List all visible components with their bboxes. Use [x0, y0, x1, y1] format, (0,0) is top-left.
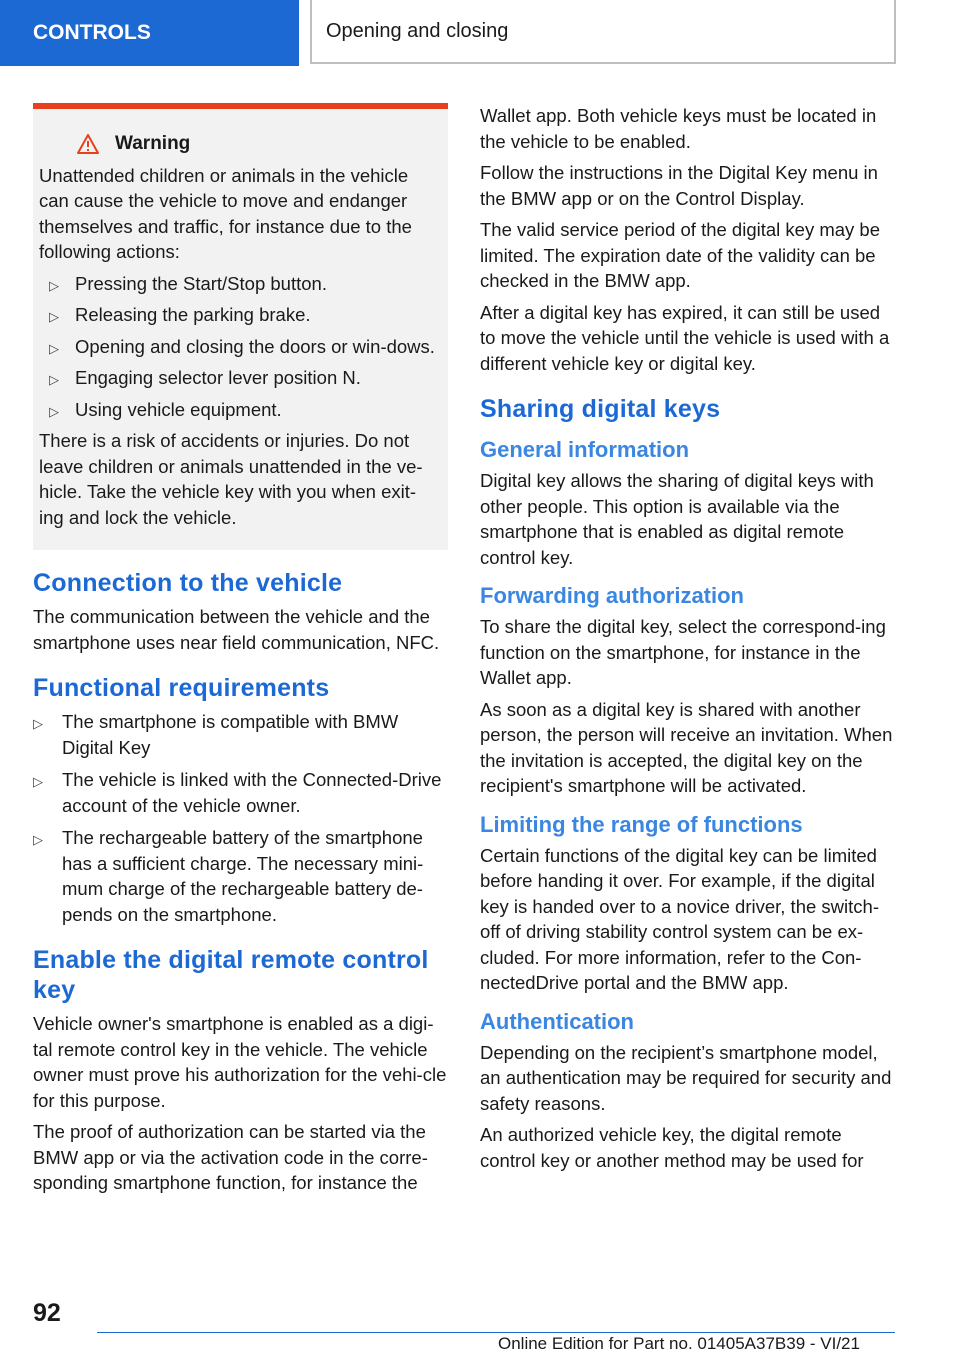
triangle-bullet-icon: ▷	[33, 716, 43, 731]
sharing-heading: Sharing digital keys	[480, 395, 721, 423]
list-item: ▷ Using vehicle equipment.	[39, 397, 440, 423]
right-column	[480, 103, 895, 1179]
page-header	[0, 0, 960, 66]
enable-paragraph: The proof of authorization can be started via the BMW app or via the activation code in the corre-sponding smartphone function, for instance the	[33, 1121, 428, 1193]
warning-title	[39, 131, 440, 157]
limiting-heading: Limiting the range of functions	[480, 811, 803, 837]
page-number: 92	[33, 1299, 61, 1327]
list-item: ▷ Pressing the Start/Stop button.	[39, 271, 440, 297]
general-info-text: Digital key allows the sharing of digital keys with other people. This option is available via the smartphone that is enabled as digital remote control key.	[480, 470, 874, 568]
enable-paragraph: Vehicle owner's smartphone is enabled as a digi-tal remote control key in the vehicle. The vehicle owner must prove his authorization for the vehi-cle for this purpose.	[33, 1013, 447, 1111]
authentication-paragraph: An authorized vehicle key, the digital remote control key or another method may be used for	[480, 1124, 864, 1171]
warning-label: Warning	[115, 133, 191, 154]
list-item: ▷ Opening and closing the doors or win-dows.	[39, 334, 440, 360]
warning-triangle-icon	[77, 134, 99, 154]
triangle-bullet-icon: ▷	[49, 372, 59, 387]
general-info-heading: General information	[480, 437, 690, 462]
warning-box	[33, 103, 448, 550]
chapter-title: Opening and closing	[310, 0, 896, 64]
authentication-heading: Authentication	[480, 1008, 634, 1034]
enable-paragraph: After a digital key has expired, it can still be used to move the vehicle until the vehicle is used with a different vehicle key or digital key.	[480, 301, 890, 374]
triangle-bullet-icon: ▷	[33, 832, 43, 847]
forwarding-paragraph: To share the digital key, select the correspond-ing function on the smartphone, for instance in the Wallet app.	[480, 616, 886, 688]
limiting-text: Certain functions of the digital key can be limited before handing it over. For example, if the digital key is handed over to a novice driver, the switch-off of driving stability control system can be ex-cluded. For more information, refer to the Con-nectedDrive portal and the BMW app.	[480, 844, 879, 993]
forwarding-paragraph: As soon as a digital key is shared with another person, the person will receive an invitation. When the invitation is accepted, the digital key on the recipient's smartphone will be activated.	[480, 698, 893, 796]
footer-divider	[97, 1332, 895, 1333]
warning-list	[39, 271, 440, 423]
left-column	[33, 103, 448, 1202]
triangle-bullet-icon: ▷	[49, 340, 59, 356]
triangle-bullet-icon: ▷	[49, 403, 59, 419]
authentication-paragraph: Depending on the recipient’s smartphone model, an authentication may be required for security and safety reasons.	[480, 1041, 892, 1114]
enable-paragraph: Follow the instructions in the Digital Key menu in the BMW app or on the Control Display.	[480, 162, 878, 209]
warning-intro: Unattended children or animals in the vehicle can cause the vehicle to move and endanger themselves and traffic, for instance due to the following actions:	[39, 164, 412, 262]
enable-heading: Enable the digital remote control key	[33, 946, 429, 1004]
list-item: ▷ Releasing the parking brake.	[39, 302, 440, 328]
enable-paragraph: Wallet app. Both vehicle keys must be located in the vehicle to be enabled.	[480, 105, 877, 152]
requirements-heading: Functional requirements	[33, 674, 330, 702]
warning-outro: There is a risk of accidents or injuries. Do not leave children or animals unattended in the ve-hicle. Take the vehicle key with you when exit-ing and lock the vehicle.	[39, 430, 423, 528]
edition-footer: Online Edition for Part no. 01405A37B39 - VI/21	[498, 1334, 860, 1353]
triangle-bullet-icon: ▷	[33, 774, 43, 789]
list-item: ▷ The vehicle is linked with the Connected-Drive account of the vehicle owner.	[33, 769, 442, 816]
enable-paragraph: The valid service period of the digital key may be limited. The expiration date of the validity can be checked in the BMW app.	[480, 219, 881, 291]
requirements-list	[33, 709, 448, 927]
forwarding-heading: Forwarding authorization	[480, 583, 744, 608]
list-item: ▷ The rechargeable battery of the smartphone has a sufficient charge. The necessary mini-mum charge of the rechargeable battery de-pends on the smartphone.	[33, 827, 424, 925]
triangle-bullet-icon: ▷	[49, 309, 59, 324]
section-tab: CONTROLS	[0, 0, 299, 66]
list-item: ▷ The smartphone is compatible with BMW Digital Key	[33, 711, 399, 758]
connection-text: The communication between the vehicle and the smartphone uses near field communication, NFC.	[33, 606, 440, 653]
connection-heading: Connection to the vehicle	[33, 569, 343, 597]
list-item: ▷ Engaging selector lever position N.	[39, 365, 440, 391]
triangle-bullet-icon: ▷	[49, 277, 59, 293]
